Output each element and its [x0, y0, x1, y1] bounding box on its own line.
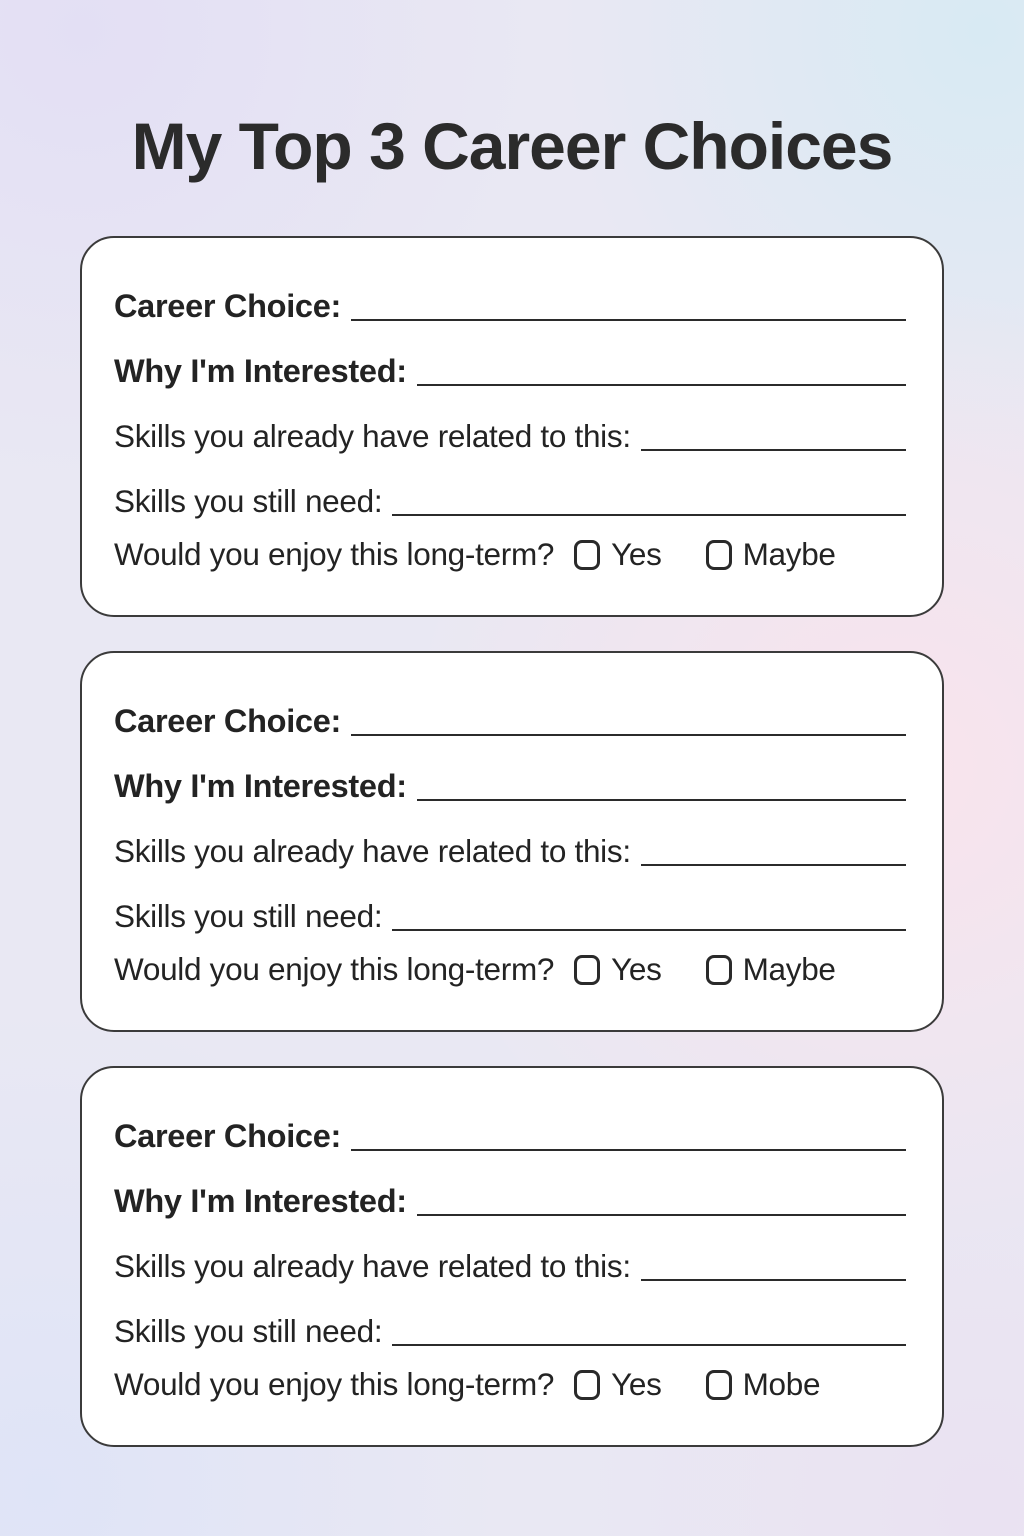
yes-label: Yes	[611, 951, 662, 988]
skills-have-label: Skills you already have related to this:	[114, 1248, 631, 1285]
skills-need-row	[114, 872, 906, 937]
maybe-label: Maybe	[742, 951, 836, 988]
skills-have-row	[114, 807, 906, 872]
why-interested-row	[114, 327, 906, 392]
skills-have-label: Skills you already have related to this:	[114, 833, 631, 870]
long-term-question: Would you enjoy this long-term?	[114, 1366, 555, 1403]
why-interested-row	[114, 1157, 906, 1222]
career-choice-label: Career Choice:	[114, 1117, 341, 1154]
skills-need-blank[interactable]	[392, 1344, 906, 1346]
skills-have-row	[114, 392, 906, 457]
long-term-question: Would you enjoy this long-term?	[114, 951, 555, 988]
skills-need-blank[interactable]	[392, 514, 906, 516]
maybe-checkbox[interactable]	[706, 1370, 732, 1400]
yes-checkbox[interactable]	[574, 1370, 600, 1400]
skills-have-blank[interactable]	[641, 1279, 906, 1281]
career-choice-row	[114, 1092, 906, 1157]
career-choice-row	[114, 262, 906, 327]
long-term-row	[114, 522, 906, 587]
career-card-1	[80, 236, 944, 617]
maybe-label: Maybe	[742, 536, 836, 573]
career-card-2	[80, 651, 944, 1032]
skills-have-label: Skills you already have related to this:	[114, 418, 631, 455]
skills-need-label: Skills you still need:	[114, 1313, 383, 1350]
why-interested-row	[114, 742, 906, 807]
skills-need-row	[114, 1287, 906, 1352]
why-interested-label: Why I'm Interested:	[114, 767, 407, 804]
career-choice-blank[interactable]	[351, 734, 906, 736]
why-interested-blank[interactable]	[417, 384, 906, 386]
why-interested-label: Why I'm Interested:	[114, 1182, 407, 1219]
maybe-checkbox[interactable]	[706, 540, 732, 570]
career-choice-blank[interactable]	[351, 319, 906, 321]
yes-checkbox[interactable]	[574, 540, 600, 570]
career-choice-row	[114, 677, 906, 742]
skills-need-label: Skills you still need:	[114, 898, 383, 935]
yes-checkbox[interactable]	[574, 955, 600, 985]
yes-label: Yes	[611, 536, 662, 573]
skills-have-blank[interactable]	[641, 864, 906, 866]
why-interested-label: Why I'm Interested:	[114, 352, 407, 389]
skills-need-label: Skills you still need:	[114, 483, 383, 520]
maybe-label: Mobe	[742, 1366, 821, 1403]
career-choice-label: Career Choice:	[114, 702, 341, 739]
skills-need-row	[114, 457, 906, 522]
page-title: My Top 3 Career Choices	[131, 109, 893, 183]
skills-need-blank[interactable]	[392, 929, 906, 931]
career-card-3	[80, 1066, 944, 1447]
long-term-row	[114, 937, 906, 1002]
long-term-question: Would you enjoy this long-term?	[114, 536, 555, 573]
maybe-checkbox[interactable]	[706, 955, 732, 985]
why-interested-blank[interactable]	[417, 799, 906, 801]
skills-have-blank[interactable]	[641, 449, 906, 451]
career-choice-label: Career Choice:	[114, 287, 341, 324]
yes-label: Yes	[611, 1366, 662, 1403]
why-interested-blank[interactable]	[417, 1214, 906, 1216]
skills-have-row	[114, 1222, 906, 1287]
career-choice-blank[interactable]	[351, 1149, 906, 1151]
cards-container	[80, 236, 944, 1447]
long-term-row	[114, 1352, 906, 1417]
